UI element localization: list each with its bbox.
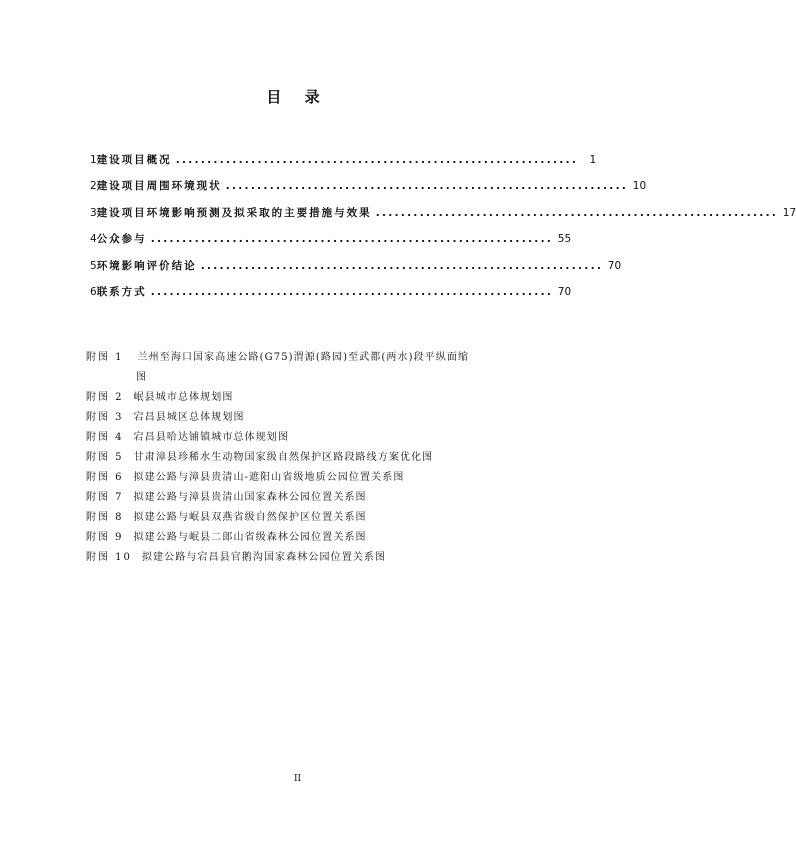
appendix-item-title: 宕昌县城区总体规划图 [133,412,245,423]
toc-entry[interactable] [90,258,622,284]
appendix-item[interactable] [86,548,526,568]
appendix-item-title: 拟建公路与岷县双燕省级自然保护区位置关系图 [133,512,367,523]
toc-entry-page: 10 [632,180,647,193]
appendix-item-title-continued: 图 [136,372,148,383]
toc-entry-title: 建设项目环境影响预测及拟采取的主要措施与效果 [96,206,372,219]
page-number: II [293,774,302,784]
appendix-item[interactable] [86,388,526,408]
toc-entry-page: 17 [782,206,796,219]
toc-entry-page: 55 [557,233,572,246]
table-of-contents [90,152,796,310]
toc-entry-page: 70 [557,285,572,298]
toc-dot-leader: ................................................................ [200,259,604,272]
appendix-item[interactable] [86,468,526,488]
appendix-item-title: 拟建公路与漳县贵清山国家森林公园位置关系图 [133,492,367,503]
appendix-item-label: 附图 8 [86,512,124,523]
appendix-item[interactable] [86,528,526,548]
toc-entry-title: 建设项目周围环境现状 [96,180,222,193]
appendix-item-label: 附图 3 [86,412,124,423]
appendix-item-label: 附图 9 [86,532,124,543]
appendix-item[interactable] [86,488,526,508]
appendix-item-title: 甘肃漳县珍稀水生动物国家级自然保护区路段路线方案优化图 [133,452,434,463]
toc-entry-title: 联系方式 [96,285,147,298]
toc-dot-leader: ................................................................ [175,154,579,166]
toc-entry-page: 1 [589,154,597,166]
toc-entry-number: 6 [90,285,97,298]
toc-entry[interactable] [90,178,647,204]
appendix-item-label: 附图 5 [86,452,124,463]
appendix-item-label: 附图 6 [86,472,124,483]
toc-entry-number: 4 [90,233,97,246]
toc-entry-number: 2 [90,180,97,193]
appendix-item-label: 附图 4 [86,432,124,443]
appendix-item-title: 兰州至海口国家高速公路(G75)渭源(路园)至武都(两水)段平纵面缩 [137,352,470,363]
toc-entry[interactable] [90,284,572,310]
toc-entry-number: 5 [90,259,97,272]
toc-entry-page: 70 [607,259,622,272]
appendix-item-label: 附图 7 [86,492,124,503]
toc-entry-number: 3 [90,206,97,219]
toc-entry-title: 建设项目概况 [96,154,172,166]
appendix-figure-list [86,348,526,568]
appendix-item-title: 拟建公路与岷县二郎山省级森林公园位置关系图 [133,532,367,543]
appendix-item[interactable] [86,408,526,428]
appendix-item-title: 宕昌县哈达铺镇城市总体规划图 [133,432,289,443]
toc-dot-leader: ................................................................ [150,233,554,246]
appendix-item-title: 拟建公路与漳县贵清山-遮阳山省级地质公园位置关系图 [133,472,405,483]
appendix-item-label: 附图 1 [86,352,124,363]
appendix-item-title: 岷县城市总体规划图 [133,392,234,403]
appendix-item[interactable] [86,448,526,468]
page-title: 目 录 [266,88,329,106]
appendix-item[interactable] [86,428,526,448]
toc-entry-title: 环境影响评价结论 [96,259,197,272]
toc-dot-leader: ................................................................ [225,180,629,193]
appendix-item[interactable] [86,348,526,368]
appendix-item-label: 附图 10 [86,552,132,563]
toc-entry[interactable] [90,231,572,257]
toc-entry[interactable] [90,152,597,178]
appendix-item-title: 拟建公路与宕昌县官鹅沟国家森林公园位置关系图 [141,552,387,563]
appendix-item-label: 附图 2 [86,392,124,403]
toc-entry-title: 公众参与 [96,233,147,246]
toc-dot-leader: ................................................................ [375,206,779,219]
appendix-item[interactable] [86,508,526,528]
toc-entry-number: 1 [90,154,97,166]
toc-dot-leader: ................................................................ [150,285,554,298]
toc-entry[interactable] [90,205,796,231]
